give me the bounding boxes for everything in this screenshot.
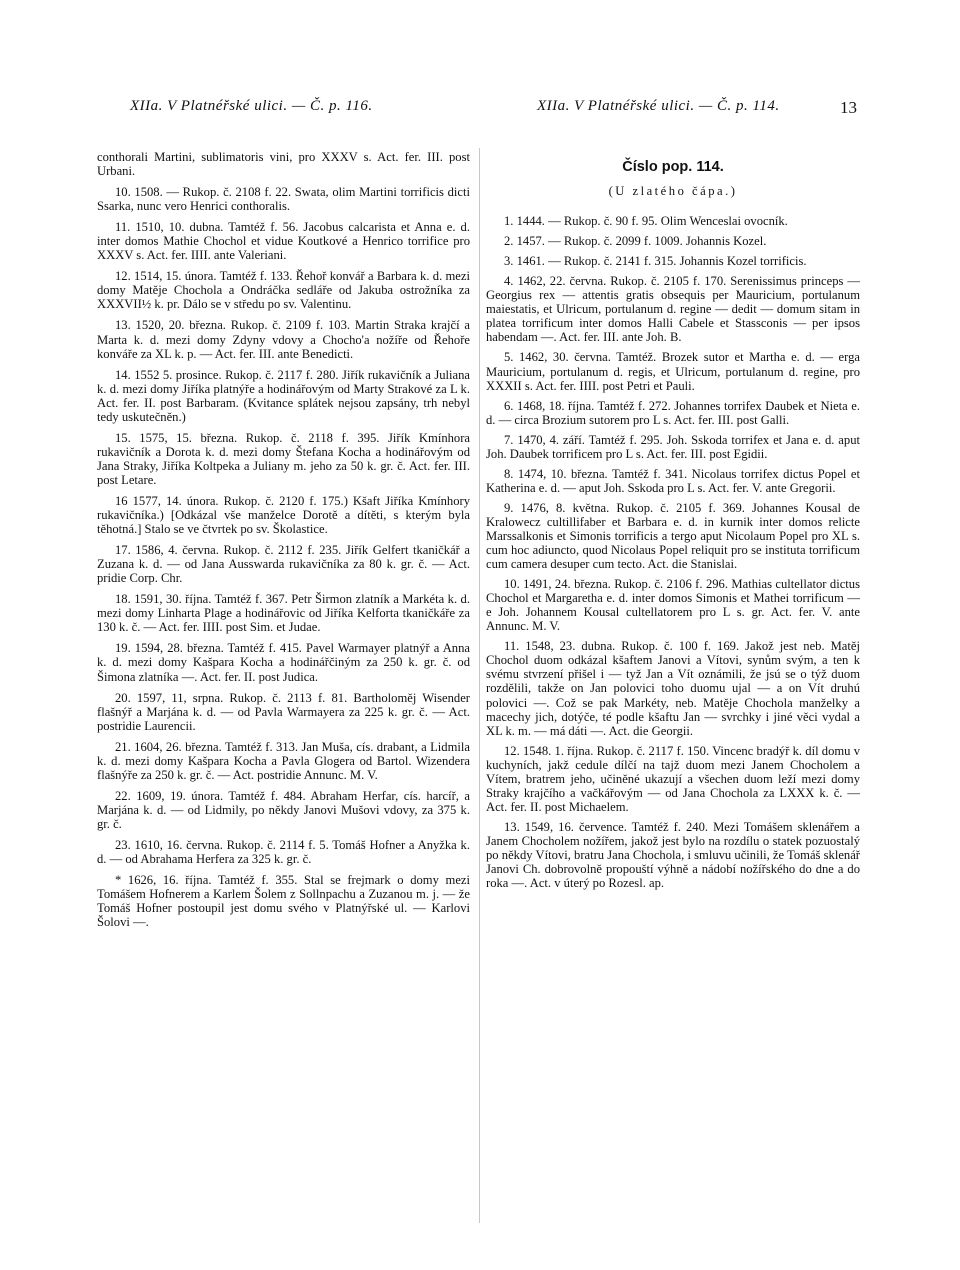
paragraph: 4. 1462, 22. června. Rukop. č. 2105 f. 170. Serenissimus princeps — Georgius rex — attentis gratis obsequis per Mauricium, portulanum maiestatis, et Ulricum, portulanum d. regine — dedit — domum sitam in platea torrificum inter domos Halli Cabele et Stassconis — per ipsos habendam —. Act. fer. III. ante Joh. B. (486, 274, 860, 345)
running-header (0, 98, 960, 128)
paragraph: 14. 1552 5. prosince. Rukop. č. 2117 f. 280. Jiřík rukavičník a Juliana k. d. mezi domy Jiříka platnýře a hodinářovým od Marty Strakové za L k. Act. fer. II. post Barbaram. (Kvitance splátek nejsou zapsány, trh nebyl tedy uskutečněn.) (97, 367, 470, 424)
paragraph: 3. 1461. — Rukop. č. 2141 f. 315. Johannis Kozel torrificis. (504, 254, 807, 269)
paragraph: 15. 1575, 15. března. Rukop. č. 2118 f. 395. Jiřík Kmínhora rukavičník a Dorota k. d. mezi domy Štefana Kocha a hodinářovým od Jana Straky, Jiříka Koltpeka a Juliany m. jeho za 50 k. gr. č. Act. fer. III. post Letare. (97, 430, 470, 487)
paragraph: 20. 1597, 11, srpna. Rukop. č. 2113 f. 81. Bartholoměj Wisender flašnýř a Marjána k. d. — od Pavla Warmayera za 225 k. gr. č. — Act. postridie Laurencii. (97, 690, 470, 733)
paragraph: 6. 1468, 18. října. Tamtéž f. 272. Johannes torrifex Daubek et Nieta e. d. — circa Brozium sutorem pro L s. Act. fer. III. post Galli. (486, 398, 860, 427)
paragraph: 21. 1604, 26. března. Tamtéž f. 313. Jan Muša, cís. drabant, a Lidmila k. d. mezi domy Kašpara Kocha a Pavla Glogera od Bartol. Wizendera flašnýře za 250 k. gr. č. — Act. postridie Annunc. M. V. (97, 739, 470, 782)
paragraph: 18. 1591, 30. října. Tamtéž f. 367. Petr Širmon zlatník a Markéta k. d. mezi domy Linharta Plage a hodinářovic od Jiříka Kelforta tkaničkáře za 130 k. č. — Act. fer. IIII. post Sim. et Judae. (97, 592, 470, 635)
paragraph: 1. 1444. — Rukop. č. 90 f. 95. Olim Wenceslai ovocník. (504, 214, 788, 229)
paragraph: 10. 1508. — Rukop. č. 2108 f. 22. Swata, olim Martini torrificis dicti Ssarka, nunc vero Henrici conthoralis. (97, 185, 470, 214)
paragraph: * 1626, 16. října. Tamtéž f. 355. Stal se frejmark o domy mezi Tomášem Hofnerem a Karlem Šolem z Sollnpachu a Zuzanou m. j. — že Tomáš Hofner postoupil jest domu svého v Platnýřské ul. — Karlovi Šolovi —. (97, 873, 470, 930)
paragraph: 9. 1476, 8. května. Rukop. č. 2105 f. 369. Johannes Kousal de Kralowecz cultillifaber et Barbara e. d. in kurnik inter domos relicte Marssalkonis et Simonis torrificis a tergo aput Nicolaum Popel pro XL s. cum hoc adiuncto, quod Nicolaus Popel reliquit pro se instituta torrificum cum camera desuper cum tecto. Act. die Stanislai. (486, 500, 860, 572)
column-divider (479, 148, 480, 1223)
right-column (486, 150, 860, 896)
paragraph: 11. 1548, 23. dubna. Rukop. č. 100 f. 169. Jakož jest neb. Matěj Chochol duom odkázal kšaftem Janovi a Vítovi, synům svým, a ten k svému stvrzení přišel i — tyž Jan a Vít oznámili, že jsú se o týž duom rozdělili, takže on Jan polovici toho duomu ujal — a on Vít druhú polovici —. Což se pak Markéty, neb. Matěje Chochola manželky a macechy jich, dotýče, té podle kšaftu Jan — svrchky i jiné věci vydal a XL k. m. — má dáti —. Act. die Georgii. (486, 639, 860, 738)
paragraph: 16 1577, 14. února. Rukop. č. 2120 f. 175.) Kšaft Jiříka Kmínhory rukavičníka.) [Odkázal vše manželce Dorotě a dítěti, s kterým byla těhotná.] Stalo se ve čtvrtek po sv. Školastice. (97, 493, 470, 537)
paragraph: 13. 1520, 20. března. Rukop. č. 2109 f. 103. Martin Straka krajčí a Marta k. d. mezi domy Zdyny vdovy a Chocho'a nožíře od Řehoře konváře za XL k. p. — Act. fer. III. ante Benedicti. (97, 318, 470, 361)
section-subtitle: (U zlatého čápa.) (608, 184, 738, 199)
paragraph: 8. 1474, 10. března. Tamtéž f. 341. Nicolaus torrifex dictus Popel et Katherina e. d. — aput Joh. Sskoda pro L s. Act. fer. V. ante Gregorii. (486, 466, 860, 495)
paragraph: 10. 1491, 24. března. Rukop. č. 2106 f. 296. Mathias cultellator dictus Chochol et Margaretha e. d. inter domos Simonis et Mathei torrificum — e Joh. Johannem Kousal cultellatorem pro L s. gr. Act. fer. V. ante Annunc. M. V. (486, 577, 860, 634)
paragraph: 12. 1514, 15. února. Tamtéž f. 133. Řehoř konvář a Barbara k. d. mezi domy Matěje Chochola a Ondráčka sedláře od Jakuba ostrožníka za XXXVII½ k. pr. Dálo se v středu po sv. Valentinu. (97, 269, 470, 312)
paragraph: 7. 1470, 4. září. Tamtéž f. 295. Joh. Sskoda torrifex et Jana e. d. aput Joh. Daubek torrificem pro L s. Act. fer. III. post Egidii. (486, 432, 860, 461)
header-left: XIIa. V Platnéřské ulici. — Č. p. 116. (130, 98, 373, 114)
paragraph: 12. 1548. 1. října. Rukop. č. 2117 f. 150. Vincenc bradýř k. díl domu v kuchyních, jakž cedule dílčí na tajž duom mezi Janem Chocholem a Vítem, bratrem jeho, učiněné ukazují a všechen duom leží mezi domy Straky krajčího a vačkářovým — od Jana Chochola za LXXX k. č. — Act. fer. II. post Michaelem. (486, 743, 860, 814)
paragraph: 11. 1510, 10. dubna. Tamtéž f. 56. Jacobus calcarista et Anna e. d. inter domos Mathie Chochol et vidue Koutkové a Henrico torrifice pro XXXV s. Act. fer. IIII. ante Valeriani. (97, 220, 470, 263)
paragraph: conthorali Martini, sublimatoris vini, pro XXXV s. Act. fer. III. post Urbani. (97, 150, 470, 179)
page-number: 13 (840, 98, 857, 117)
paragraph: 19. 1594, 28. března. Tamtéž f. 415. Pavel Warmayer platnýř a Anna k. d. mezi domy Kašpara Kocha a hodinářčiným za 250 k. gr. č. od Šimona zlatníka —. Act. fer. II. post Judica. (97, 641, 470, 684)
paragraph: 17. 1586, 4. června. Rukop. č. 2112 f. 235. Jiřík Gelfert tkaničkář a Zuzana k. d. — od Jana Ausswarda rukavičníka za 80 k. gr. č. — Act. pridie Corp. Chr. (97, 543, 470, 586)
paragraph: 13. 1549, 16. července. Tamtéž f. 240. Mezi Tomášem sklenářem a Janem Chocholem nožířem, jakož jest bylo na rozdílu o statek pozuostalý po někdy Vítovi, bratru Jana Chochola, i smluvu učinili, že Tomáš sklenář Janovi Ch. dobrovolně propouští výhně a nádobí nožířského do dne a do roka —. Act. v úterý po Rozesl. ap. (486, 819, 860, 891)
paragraph: 23. 1610, 16. června. Rukop. č. 2114 f. 5. Tomáš Hofner a Anyžka k. d. — od Abrahama Herfera za 325 k. gr. č. (97, 837, 470, 867)
header-right: XIIa. V Platnéřské ulici. — Č. p. 114. (537, 98, 780, 114)
paragraph: 2. 1457. — Rukop. č. 2099 f. 1009. Johannis Kozel. (504, 234, 767, 249)
paragraph: 5. 1462, 30. června. Tamtéž. Brozek sutor et Martha e. d. — erga Mauricium, portulanum d. regis, et Ulricum, portulanum d. regine, pro XXXII s. Act. fer. IIII. post Petri et Pauli. (486, 350, 860, 393)
paragraph: 22. 1609, 19. února. Tamtéž f. 484. Abraham Herfar, cís. harcíř, a Marjána k. d. — od Lidmily, po někdy Janovi Mušovi vdovy, za 375 k. gr. č. (97, 788, 470, 831)
section-title: Číslo pop. 114. (622, 159, 724, 175)
left-column (97, 150, 470, 936)
